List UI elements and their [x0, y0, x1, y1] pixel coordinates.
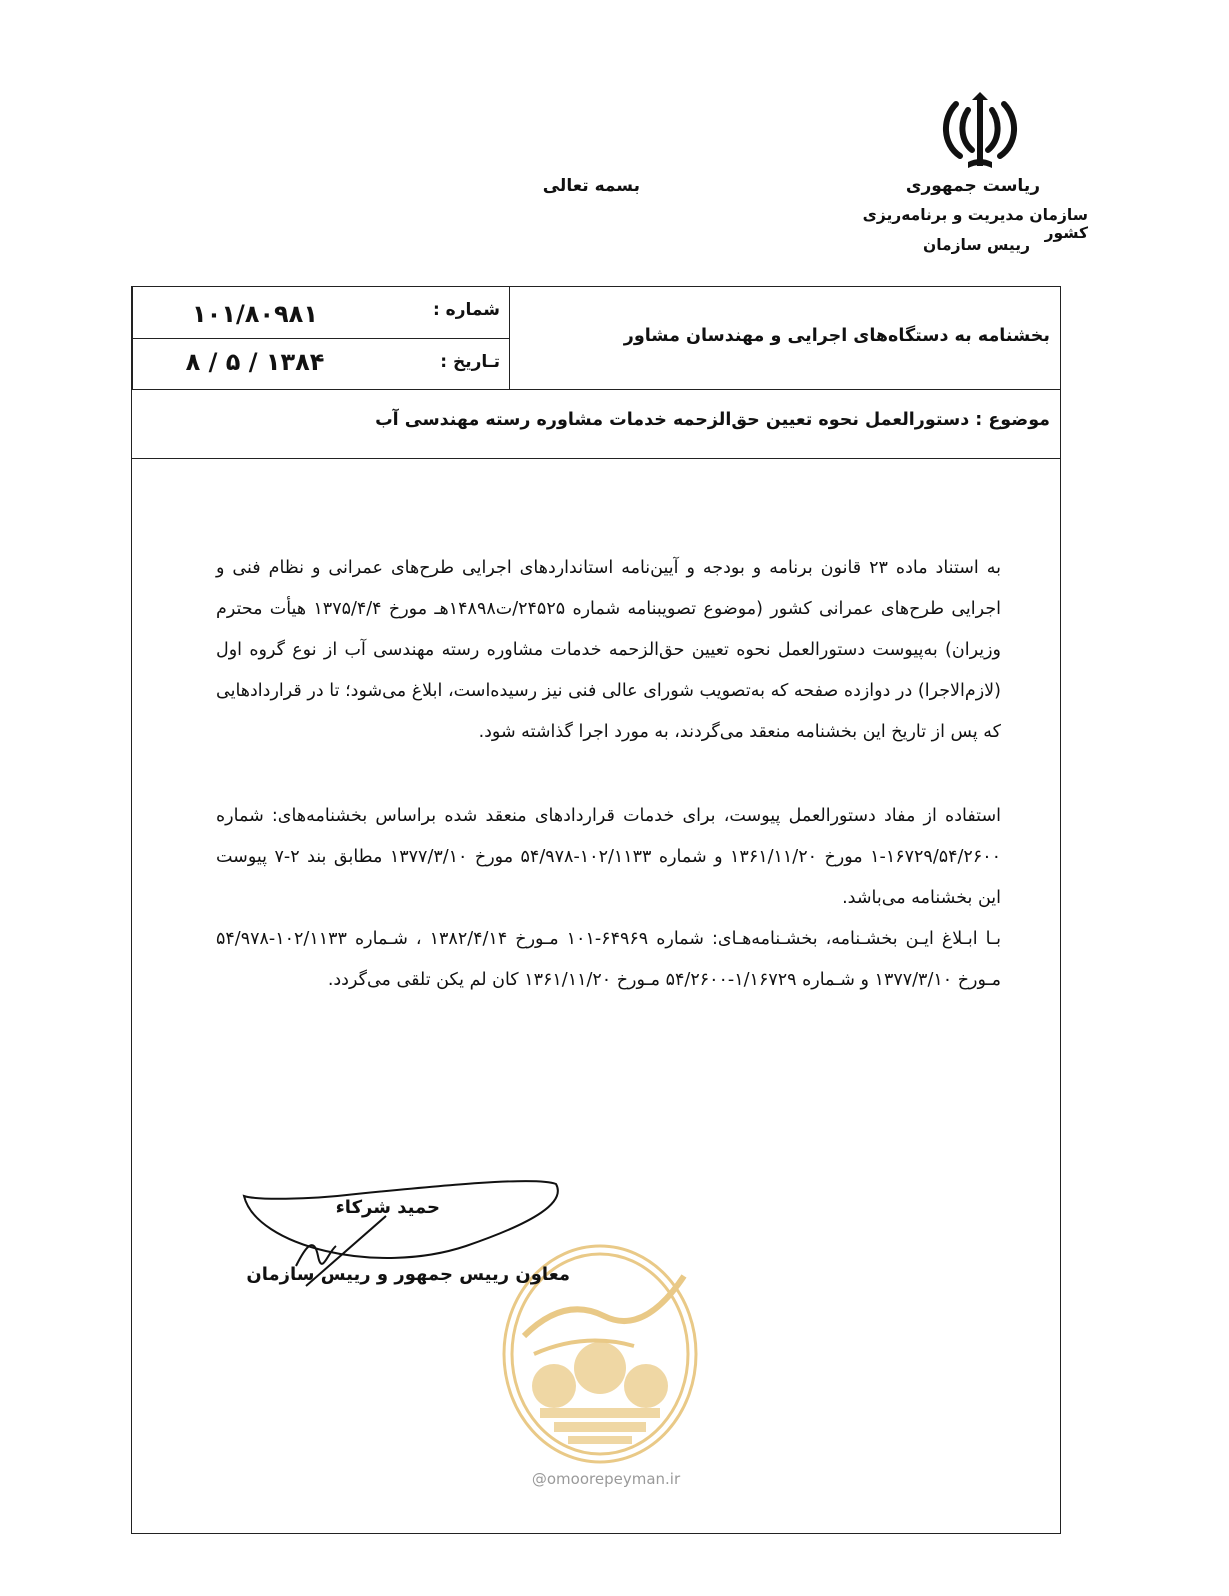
signer-title: معاون رییس جمهور و رییس سازمان — [246, 1264, 570, 1285]
divider — [132, 338, 509, 339]
watermark-url: @omoorepeyman.ir — [531, 1470, 681, 1488]
divider — [131, 458, 1061, 459]
letter-number: ۱۰۱/۸۰۹۸۱ — [192, 300, 318, 328]
body-paragraph: بـا ابـلاغ ایـن بخشـنامه، بخشـنامه‌هـای: شماره ۶۴۹۶۹-۱۰۱ مـورخ ۱۳۸۲/۴/۱۴ ، شـماره ۱۰۲/۱۱۳۳-۵۴/۹۷۸ مـورخ ۱۳۷۷/۳/۱۰ و شـماره ۱/۱۶۷۲۹-۵۴/۲۶۰۰ مـورخ ۱۳۶۱/۱۱/۲۰ کان لم یکن تلقی می‌گردد. — [216, 929, 1001, 990]
divider — [131, 389, 1061, 390]
body-paragraph: به استناد ماده ۲۳ قانون برنامه و بودجه و آیین‌نامه استانداردهای اجرایی طرح‌های عمرانی و نظام فنی و اجرایی طرح‌های عمرانی کشور (موضوع تصویبنامه شماره ۲۴۵۲۵/ت۱۴۸۹۸هـ مورخ ۱۳۷۵/۴/۴ هیأت محترم وزیران) به‌پیوست دستورالعمل نحوه تعیین حق‌الزحمه خدمات مشاوره رسته مهندسی آب از نوع گروه اول (لازم‌الاجرا) در دوازده صفحه که به‌تصویب شورای عالی فنی نیز رسیده‌است، ابلاغ می‌شود؛ تا در قراردادهایی که پس از تاریخ این بخشنامه منعقد می‌گردند، به مورد اجرا گذاشته شود. — [216, 558, 1001, 742]
circular-title: بخشنامه به دستگاه‌های اجرایی و مهندسان مشاور — [623, 326, 1050, 346]
org-name: سازمان مدیریت و برنامه‌ریزی کشور — [862, 206, 1088, 242]
body-paragraph: استفاده از مفاد دستورالعمل پیوست، برای خدمات قراردادهای منعقد شده براساس بخشنامه‌های: شماره ۱۶۷۲۹/۵۴/۲۶۰۰-۱ مورخ ۱۳۶۱/۱۱/۲۰ و شماره ۱۰۲/۱۱۳۳-۵۴/۹۷۸ مورخ ۱۳۷۷/۳/۱۰ مطابق بند ۲-۷ پیوست این بخشنامه می‌باشد. — [216, 806, 1002, 908]
divider — [509, 286, 510, 390]
subject-line: موضوع : دستورالعمل نحوه تعیین حق‌الزحمه خدمات مشاوره رسته مهندسی آب — [375, 410, 1050, 430]
date-label: تـاریخ : — [440, 352, 500, 372]
bismillah-heading: بسمه تعالی — [542, 176, 640, 196]
org-head-title: رییس سازمان — [922, 236, 1030, 254]
letter-date: ۱۳۸۴ / ۵ / ۸ — [185, 348, 325, 376]
org-title: ریاست جمهوری — [905, 176, 1040, 196]
signer-name: حمید شرکاء — [335, 1197, 440, 1218]
number-label: شماره : — [432, 300, 500, 320]
iran-emblem-icon — [938, 92, 1022, 172]
